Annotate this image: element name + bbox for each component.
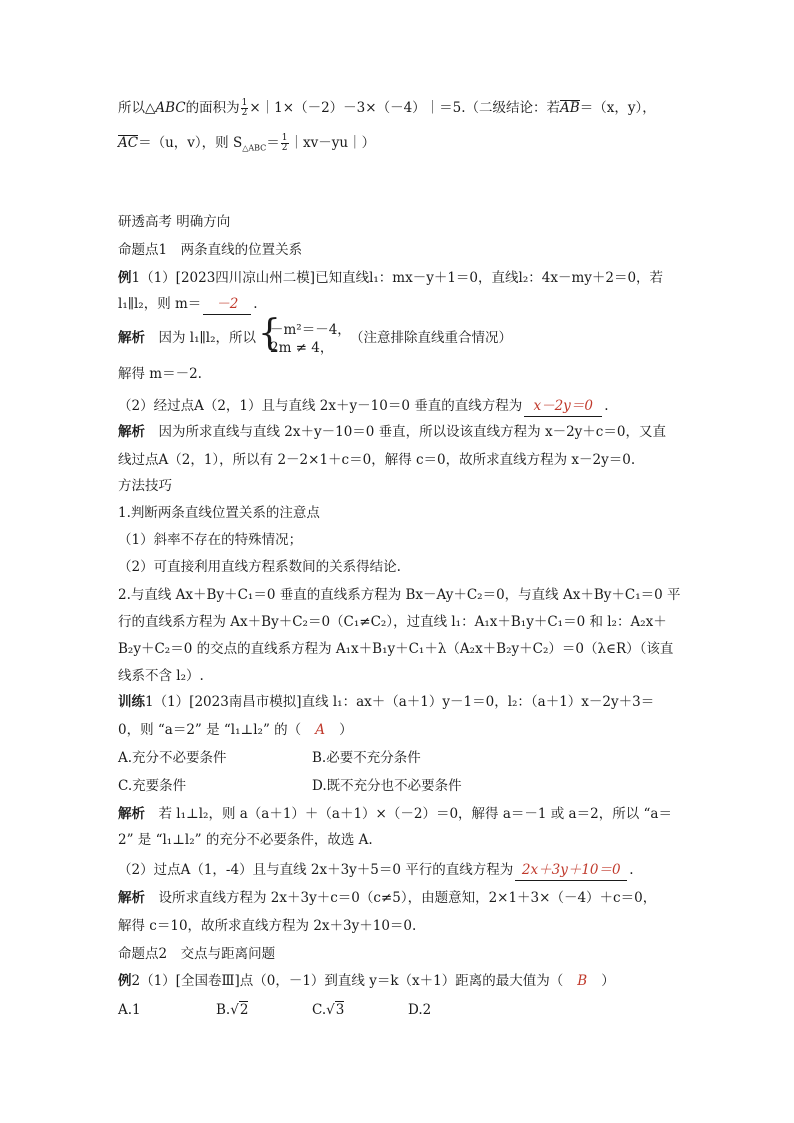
tip-2-line-4: 线系不含 l₂）. bbox=[118, 668, 204, 684]
option-a: A.充分不必要条件 bbox=[118, 750, 227, 766]
topic-heading-2: 命题点2 交点与距离问题 bbox=[118, 946, 276, 962]
example-1-line-1 bbox=[118, 268, 663, 288]
text: ＝（x，y）， bbox=[579, 100, 656, 116]
tip-1-b: （2）可直接利用直线方程系数间的关系得结论. bbox=[118, 559, 401, 575]
text: 因为 l₁∥l₂，所以 bbox=[145, 330, 256, 346]
solution-2-line-1 bbox=[118, 422, 666, 442]
system-row-1: －m²＝－4， bbox=[270, 322, 351, 338]
solution-1-line bbox=[118, 328, 256, 348]
radicand: 3 bbox=[335, 1002, 345, 1018]
text: ＝ bbox=[266, 135, 280, 151]
training-1-part-2 bbox=[118, 860, 634, 881]
brace-icon: { bbox=[258, 313, 281, 354]
topic-heading-1: 命题点1 两条直线的位置关系 bbox=[118, 242, 303, 258]
example-label: 例 bbox=[118, 973, 132, 989]
example-2-option-d: D.2 bbox=[408, 1002, 432, 1018]
text: 0，则 “a＝2” 是 “l₁⊥l₂” 的（ bbox=[118, 722, 302, 738]
solution-label: 解析 bbox=[118, 806, 145, 822]
intro-line-1 bbox=[118, 98, 656, 118]
solution-4-line-2: 解得 c＝10，故所求直线方程为 2x＋3y＋10＝0. bbox=[118, 918, 417, 934]
text: 因为所求直线与直线 2x＋y－10＝0 垂直，所以设该直线方程为 x－2y＋c＝0，又直 bbox=[145, 424, 666, 440]
solution-3-line-2: 2” 是 “l₁⊥l₂” 的充分不必要条件，故选 A. bbox=[118, 832, 373, 848]
example-2-option-c bbox=[312, 1000, 344, 1020]
example-2-option-a: A.1 bbox=[118, 1002, 141, 1018]
text: 2（1）[全国卷Ⅲ]点（0，－1）到直线 y＝k（x＋1）距离的最大值为（ bbox=[131, 973, 564, 989]
solution-label: 解析 bbox=[118, 330, 145, 346]
training-1-line-1 bbox=[118, 692, 654, 712]
solution-3-line-1 bbox=[118, 804, 672, 824]
text: 所以△ bbox=[118, 100, 156, 116]
fraction-half bbox=[281, 134, 289, 153]
tip-1-a: （1）斜率不存在的特殊情况； bbox=[118, 532, 303, 548]
text: . bbox=[253, 296, 258, 312]
option-b: B.必要不充分条件 bbox=[312, 750, 421, 766]
solution-1-result: 解得 m＝－2. bbox=[118, 366, 202, 382]
text: 设所求直线方程为 2x＋3y＋c＝0（c≠5），由题意知，2×1＋3×（－4）＋c＝0， bbox=[145, 890, 657, 906]
text: （2）经过点A（2，1）且与直线 2x＋y－10＝0 垂直的直线方程为 bbox=[118, 398, 523, 414]
system-row-2: 2m ≠ 4， bbox=[270, 340, 334, 356]
sqrt-icon: √2 bbox=[230, 1002, 249, 1018]
fraction-denominator: 2 bbox=[241, 108, 248, 118]
example-label: 例 bbox=[118, 270, 132, 286]
tip-2-line-2: 行的直线系方程为 Ax＋By＋C₂＝0（C₁≠C₂），过直线 l₁：A₁x＋B₁y＋C₁＝0 和 l₂：A₂x＋ bbox=[118, 614, 667, 630]
tip-2-line-1: 2.与直线 Ax＋By＋C₁＝0 垂直的直线系方程为 Bx－Ay＋C₂＝0，与直线 Ax＋By＋C₁＝0 平 bbox=[118, 587, 681, 603]
answer-text: A bbox=[315, 722, 326, 738]
text: ｜xv－yu｜） bbox=[289, 135, 376, 151]
text: 若 l₁⊥l₂，则 a（a＋1）＋（a＋1）×（－2）＝0，解得 a＝－1 或 a＝2，所以 “a＝ bbox=[145, 806, 672, 822]
answer-text: B bbox=[577, 973, 588, 989]
fraction-numerator: 1 bbox=[281, 133, 288, 143]
answer-blank bbox=[524, 396, 602, 417]
text: 的面积为 bbox=[185, 100, 240, 116]
answer-blank bbox=[203, 294, 251, 315]
text: C. bbox=[312, 1002, 327, 1018]
example-2-line-1 bbox=[118, 971, 615, 991]
fraction-denominator: 2 bbox=[281, 143, 288, 153]
sqrt-icon: √3 bbox=[326, 1002, 345, 1018]
radicand: 2 bbox=[239, 1002, 249, 1018]
text: ） bbox=[601, 973, 615, 989]
example-1-part-2 bbox=[118, 396, 609, 417]
text: ABC bbox=[155, 100, 186, 116]
text: 1（1）[2023四川凉山州二模]已知直线l₁：mx－y＋1＝0，直线l₂：4x－my＋2＝0，若 bbox=[131, 270, 664, 286]
method-title: 方法技巧 bbox=[118, 478, 172, 494]
text: （2）过点A（1，-4）且与直线 2x＋3y＋5＝0 平行的直线方程为 bbox=[118, 862, 514, 878]
text: . bbox=[629, 862, 634, 878]
answer-text: x－2y＝0 bbox=[533, 398, 593, 414]
solution-label: 解析 bbox=[118, 890, 145, 906]
intro-line-2 bbox=[118, 133, 375, 159]
option-d: D.既不充分也不必要条件 bbox=[312, 778, 462, 794]
solution-label: 解析 bbox=[118, 424, 145, 440]
answer-text: －2 bbox=[216, 296, 239, 312]
example-2-option-b bbox=[216, 1000, 248, 1020]
system-note: （注意排除直线重合情况） bbox=[350, 330, 512, 346]
text: ） bbox=[339, 722, 353, 738]
vector-ab: AB bbox=[560, 100, 580, 116]
option-c: C.充要条件 bbox=[118, 778, 187, 794]
tip-2-line-3: B₂y＋C₂＝0 的交点的直线系方程为 A₁x＋B₁y＋C₁＋λ（A₂x＋B₂y＋C₂）＝0（λ∈R）（该直 bbox=[118, 641, 674, 657]
tip-1-title: 1.判断两条直线位置关系的注意点 bbox=[118, 505, 320, 521]
text: B. bbox=[216, 1002, 231, 1018]
text: . bbox=[604, 398, 609, 414]
solution-4-line-1 bbox=[118, 888, 656, 908]
vector-ac: AC bbox=[118, 135, 139, 151]
fraction-half bbox=[241, 99, 249, 118]
text: ＝（u，v），则 S bbox=[138, 135, 243, 151]
training-label: 训练 bbox=[118, 694, 145, 710]
example-1-line-2 bbox=[118, 294, 258, 315]
training-1-line-2 bbox=[118, 720, 353, 740]
answer-text: 2x＋3y＋10＝0 bbox=[521, 862, 621, 878]
fraction-numerator: 1 bbox=[241, 98, 248, 108]
section-title: 研透高考 明确方向 bbox=[118, 214, 231, 230]
text: l₁∥l₂，则 m＝ bbox=[118, 296, 202, 312]
text: ×｜1×（－2）－3×（－4）｜＝5.（二级结论：若 bbox=[249, 100, 561, 116]
text: 1（1）[2023南昌市模拟]直线 l₁：ax＋（a＋1）y－1＝0，l₂：（a＋1）x－2y＋3＝ bbox=[145, 694, 655, 710]
solution-2-line-2: 线过点A（2，1），所以有 2－2×1＋c＝0，解得 c＝0，故所求直线方程为 x－2y＝0. bbox=[118, 452, 636, 468]
subscript: △ABC bbox=[242, 143, 267, 153]
answer-blank bbox=[515, 860, 627, 881]
